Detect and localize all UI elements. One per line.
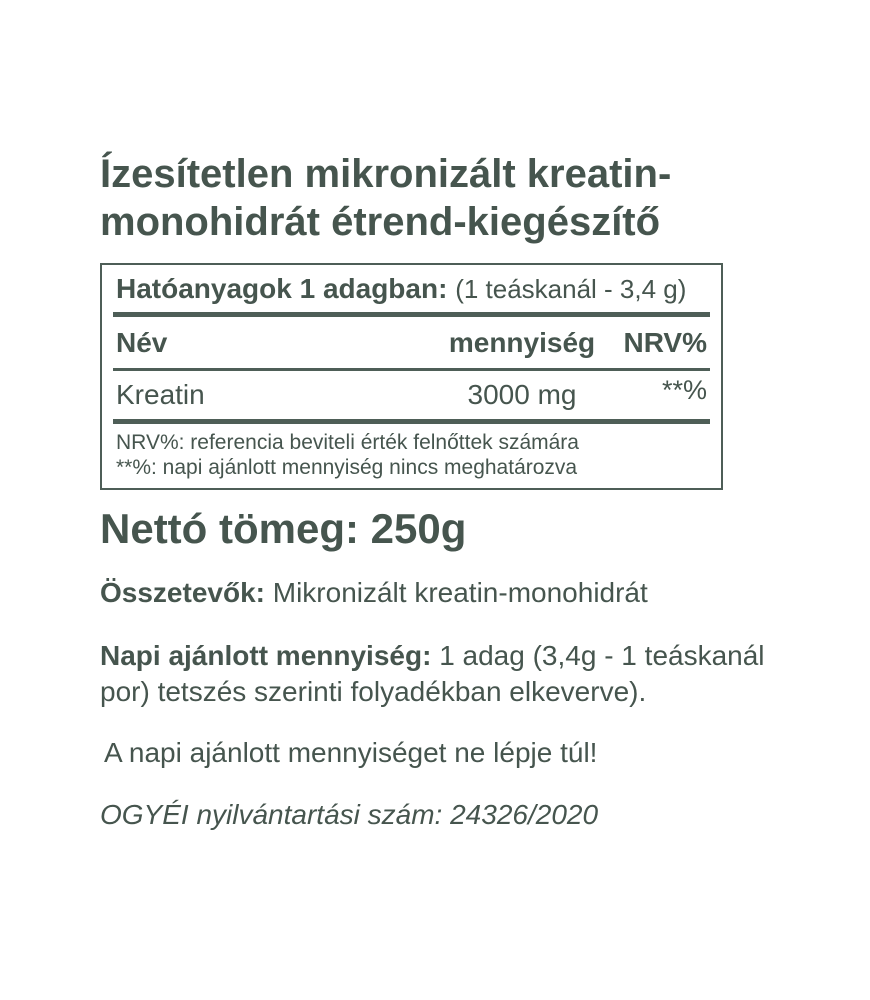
supplement-facts-table bbox=[100, 263, 723, 490]
daily-amount-value: 1 adag (3,4g - 1 teáskanál por) tetszés szerinti folyadékban elkeverve). bbox=[100, 640, 765, 707]
facts-footnotes bbox=[102, 424, 721, 488]
nutrient-nrv: **% bbox=[661, 375, 707, 405]
column-header-nrv: NRV% bbox=[623, 327, 707, 358]
footnote-nrv: NRV%: referencia beviteli érték felnőttek számára bbox=[116, 431, 579, 454]
daily-amount-paragraph bbox=[100, 638, 782, 710]
facts-table-header bbox=[102, 265, 721, 312]
ingredients-line bbox=[100, 576, 782, 610]
nutrient-name: Kreatin bbox=[116, 379, 205, 410]
facts-column-header-row bbox=[102, 317, 721, 368]
registration-number: OGYÉI nyilvántartási szám: 24326/2020 bbox=[100, 799, 599, 830]
facts-header-label: Hatóanyagok 1 adagban: bbox=[116, 273, 448, 304]
column-header-name: Név bbox=[116, 327, 168, 358]
nutrient-amount: 3000 mg bbox=[467, 379, 577, 410]
column-header-amount: mennyiség bbox=[448, 327, 596, 358]
facts-header-serving: (1 teáskanál - 3,4 g) bbox=[455, 274, 687, 304]
footnote-asterisk: **%: napi ajánlott mennyiség nincs meghatározva bbox=[116, 456, 578, 479]
label-content bbox=[100, 150, 782, 832]
nutrient-row bbox=[102, 371, 721, 419]
warning-text: A napi ajánlott mennyiséget ne lépje túl! bbox=[104, 737, 598, 768]
product-title-line-1: Ízesítetlen mikronizált kreatin- bbox=[100, 152, 672, 196]
net-weight: Nettó tömeg: 250g bbox=[100, 505, 467, 552]
product-title-line-2: monohidrát étrend-kiegészítő bbox=[100, 200, 661, 244]
ingredients-value: Mikronizált kreatin-monohidrát bbox=[272, 577, 648, 608]
daily-amount-label: Napi ajánlott mennyiség: bbox=[100, 640, 432, 671]
product-title bbox=[100, 150, 782, 246]
ingredients-label: Összetevők: bbox=[100, 577, 265, 608]
